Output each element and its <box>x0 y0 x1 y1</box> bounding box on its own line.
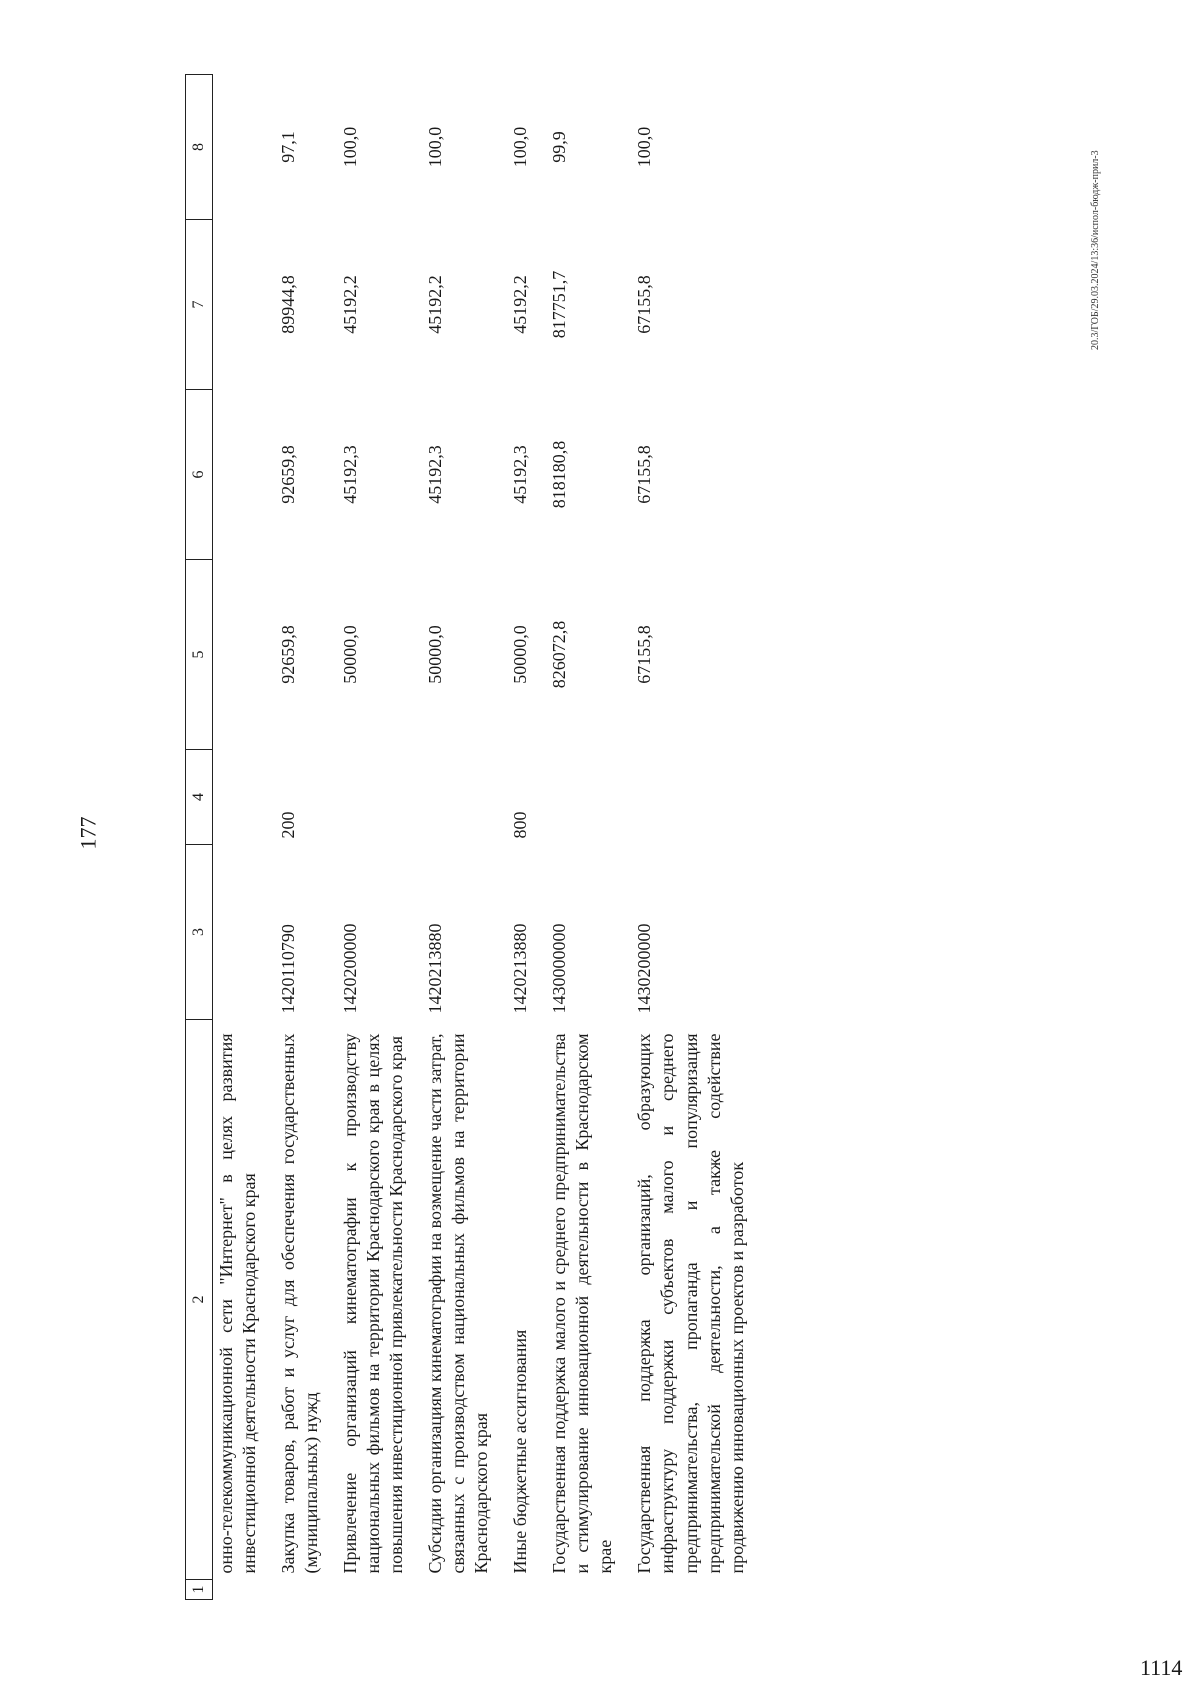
row-name: Привлечение организаций кинематографии к производству национальных фильмов на территории Краснодарского края в целях повышения инвестиционной привлекательности Краснодарского края <box>340 1033 407 1574</box>
column-header: 8 <box>186 75 213 220</box>
row-percent <box>213 75 276 220</box>
row-type: 200 <box>278 811 299 839</box>
row-plan: 67155,8 <box>634 625 655 684</box>
row-refined <box>213 390 276 560</box>
row-type: 800 <box>510 811 531 839</box>
row-refined: 45192,3 <box>510 445 531 504</box>
column-header: 4 <box>186 750 213 845</box>
row-code: 1420213880 <box>425 923 446 1014</box>
row-percent: 97,1 <box>278 131 299 163</box>
row-code: 1420200000 <box>340 923 361 1014</box>
column-header: 1 <box>186 1580 213 1600</box>
rotated-table-wrapper <box>185 75 1085 1600</box>
table-row <box>546 75 631 1600</box>
row-percent: 100,0 <box>425 126 446 168</box>
table-row <box>422 75 507 1600</box>
row-code: 1430000000 <box>549 923 570 1014</box>
row-name: Государственная поддержка малого и среднего предпринимательства и стимулирование инновационной деятельности в Краснодарском крае <box>549 1033 616 1574</box>
row-type <box>546 750 631 845</box>
row-name: Субсидии организациям кинематографии на возмещение части затрат, связанных с производством национальных фильмов на территории Краснодарского края <box>425 1033 492 1574</box>
row-type <box>213 750 276 845</box>
table-header-row <box>186 75 213 1600</box>
row-percent: 100,0 <box>634 126 655 168</box>
column-header: 2 <box>186 1020 213 1580</box>
row-name: Иные бюджетные ассигнования <box>510 1329 531 1574</box>
budget-table <box>185 74 763 1600</box>
row-percent: 99,9 <box>549 131 570 163</box>
row-number-cell <box>275 1580 337 1600</box>
row-percent: 100,0 <box>340 126 361 168</box>
row-name: Государственная поддержка организаций, образующих инфраструктуру поддержки субъектов малого и среднего предпринимательства, пропаганда и популяризация предпринимательской деятельности, а также содействие продвижению инновационных проектов и разработок <box>634 1033 747 1574</box>
row-plan <box>213 560 276 750</box>
row-type <box>337 750 422 845</box>
row-refined: 67155,8 <box>634 445 655 504</box>
table-row <box>631 75 762 1600</box>
column-header: 5 <box>186 560 213 750</box>
row-plan: 50000,0 <box>510 625 531 684</box>
row-number-cell <box>213 1580 276 1600</box>
row-type <box>422 750 507 845</box>
row-type <box>631 750 762 845</box>
row-executed: 89944,8 <box>278 275 299 334</box>
row-name: онно-телекоммуникационной сети "Интернет" в целях развития инвестиционной деятельности Краснодарского края <box>216 1033 260 1574</box>
row-refined: 818180,8 <box>549 440 570 509</box>
row-number-cell <box>546 1580 631 1600</box>
row-refined: 45192,3 <box>425 445 446 504</box>
row-executed: 67155,8 <box>634 275 655 334</box>
column-header: 3 <box>186 845 213 1020</box>
table-row <box>507 75 546 1600</box>
column-header: 6 <box>186 390 213 560</box>
row-code: 1420110790 <box>278 924 299 1014</box>
row-number-cell <box>631 1580 762 1600</box>
table-row <box>213 75 276 1600</box>
row-refined: 45192,3 <box>340 445 361 504</box>
row-plan: 826072,8 <box>549 620 570 689</box>
row-code: 1430200000 <box>634 923 655 1014</box>
row-plan: 50000,0 <box>425 625 446 684</box>
page-number: 177 <box>75 816 101 850</box>
sheet-number: 1114 <box>1140 1655 1183 1680</box>
row-plan: 50000,0 <box>340 625 361 684</box>
row-percent: 100,0 <box>510 126 531 168</box>
row-plan: 92659,8 <box>278 625 299 684</box>
row-code: 1420213880 <box>510 923 531 1014</box>
row-executed: 817751,7 <box>549 270 570 339</box>
row-number-cell <box>422 1580 507 1600</box>
row-executed: 45192,2 <box>340 275 361 334</box>
row-name: Закупка товаров, работ и услуг для обеспечения государственных (муниципальных) нужд <box>278 1033 322 1574</box>
document-footer-code: 20.3/ГОБ/29.03.2024/13:36/испол-бюдж-прил-3 <box>1090 150 1101 350</box>
row-executed <box>213 220 276 390</box>
table-row <box>337 75 422 1600</box>
row-number-cell <box>337 1580 422 1600</box>
row-code <box>213 845 276 1020</box>
row-executed: 45192,2 <box>425 275 446 334</box>
row-refined: 92659,8 <box>278 445 299 504</box>
row-number-cell <box>507 1580 546 1600</box>
table-row <box>275 75 337 1600</box>
column-header: 7 <box>186 220 213 390</box>
row-executed: 45192,2 <box>510 275 531 334</box>
